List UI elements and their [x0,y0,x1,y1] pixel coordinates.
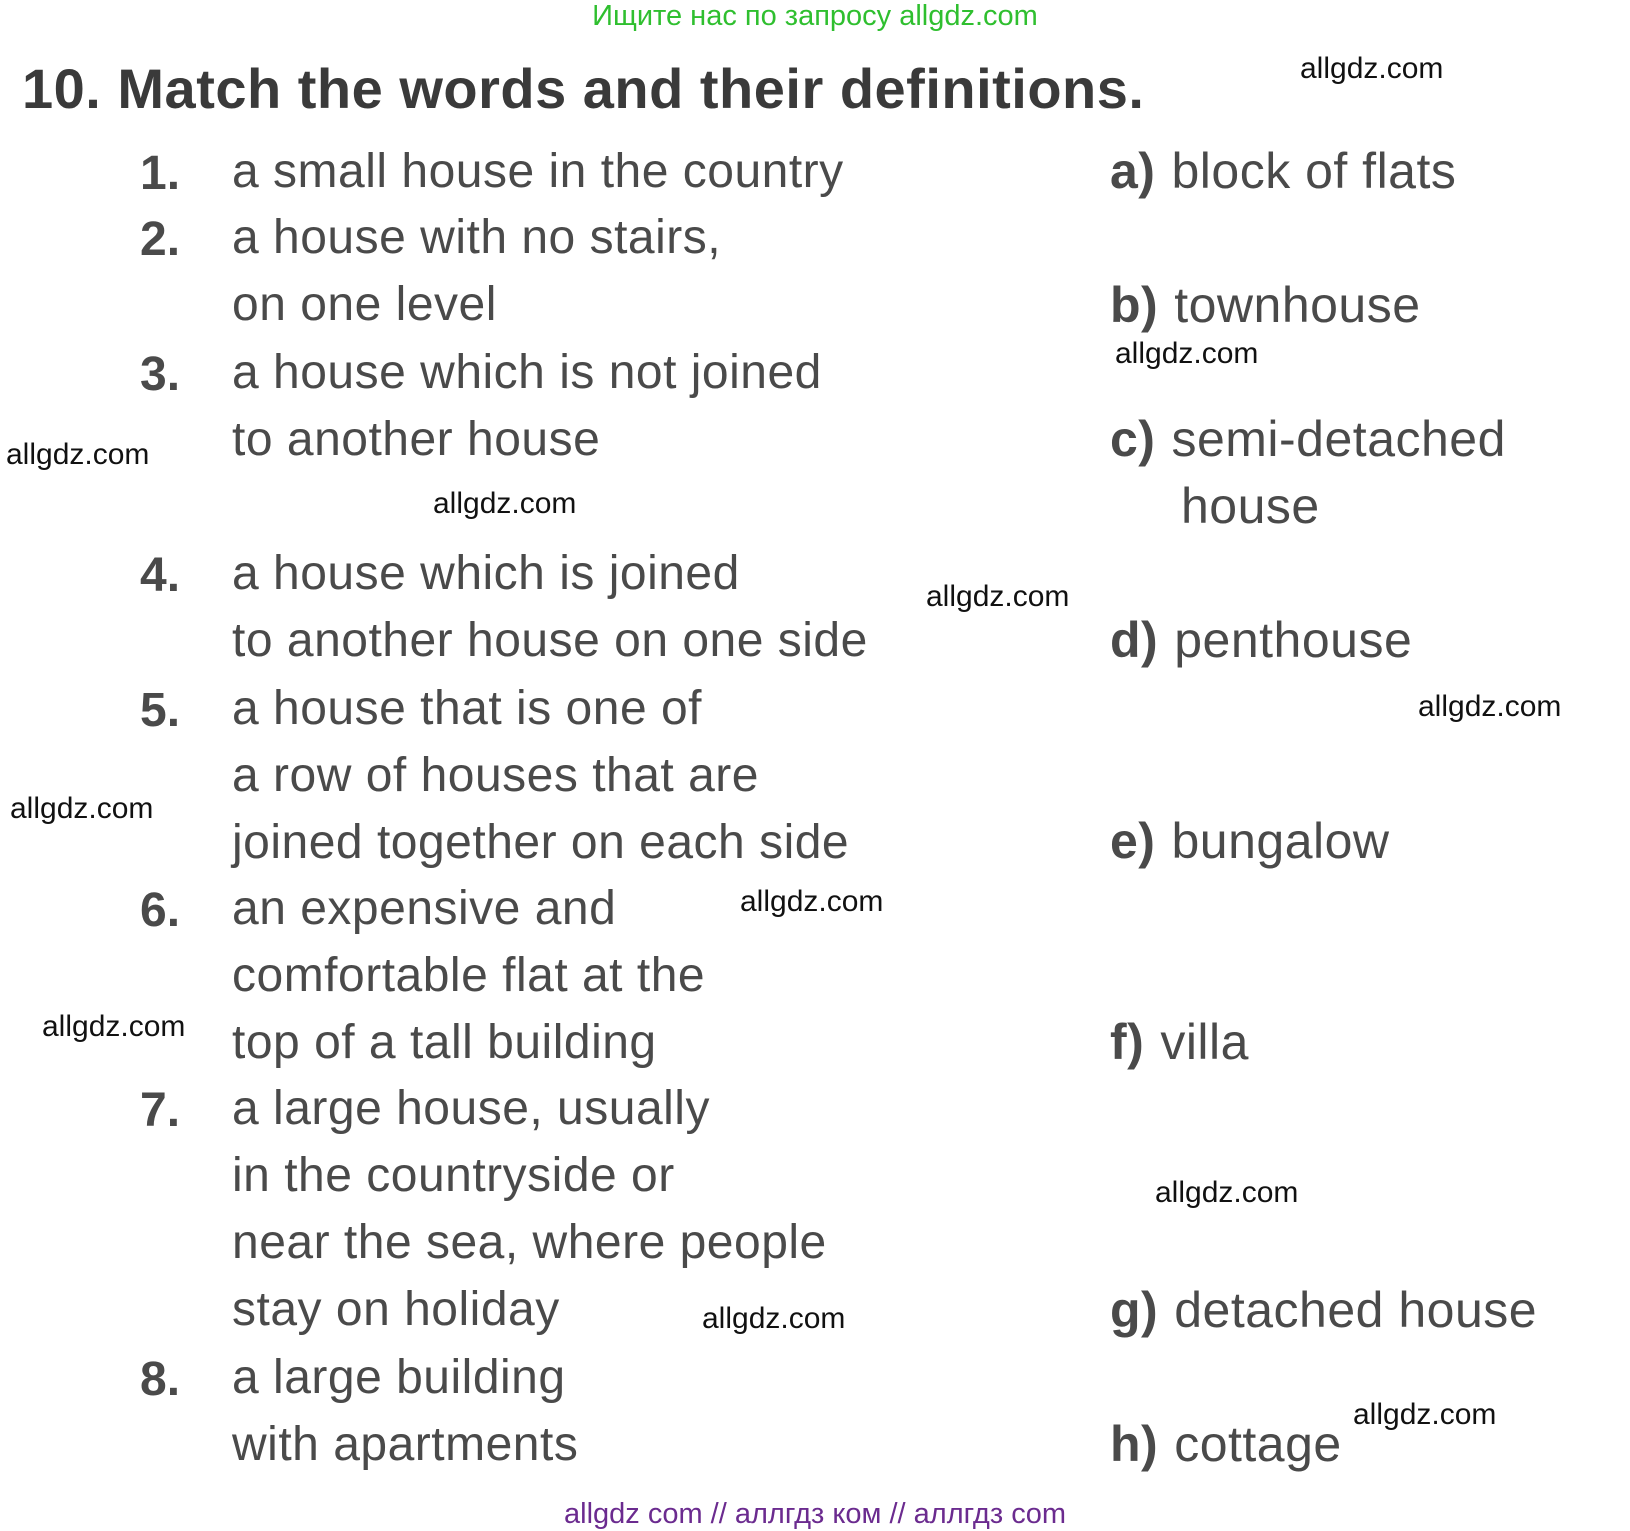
definition-text: with apartments [232,1418,579,1471]
option-f [1110,1013,1249,1071]
definition-text: a large house, usually [232,1082,710,1135]
definition-text: a row of houses that are [232,749,759,802]
watermark: allgdz.com [1300,52,1444,85]
option-g [1110,1281,1537,1339]
exercise-title: 10. Match the words and their definitions. [22,57,1145,120]
definition-text: a house which is joined [232,547,740,600]
definition-text: comfortable flat at the [232,949,706,1002]
definition-text: a house with no stairs, [232,211,722,264]
definition-number: 1. [140,147,181,200]
option-text: townhouse [1174,277,1421,333]
option-letter: h) [1110,1416,1159,1472]
definition-number: 6. [140,884,181,937]
definition-text: to another house [232,413,601,466]
definition-number: 3. [140,348,181,401]
definition-text: top of a tall building [232,1016,657,1069]
option-letter: d) [1110,612,1159,668]
definition-text: on one level [232,278,497,331]
watermark: allgdz.com [433,487,577,520]
option-a [1110,142,1456,200]
watermark: allgdz.com [10,792,154,825]
definition-text: in the countryside or [232,1149,675,1202]
watermark: allgdz.com [1155,1176,1299,1209]
definition-text: to another house on one side [232,614,868,667]
option-letter: b) [1110,277,1159,333]
definition-number: 5. [140,684,181,737]
option-text: penthouse [1174,612,1413,668]
watermark: allgdz.com [42,1010,186,1043]
watermark: allgdz.com [1418,690,1562,723]
definition-text: a house that is one of [232,682,702,735]
footer-watermark: allgdz com // аллгдз ком // аллгдз com [564,1498,1066,1530]
option-letter: g) [1110,1282,1159,1338]
definition-number: 8. [140,1353,181,1406]
definition-number: 7. [140,1084,181,1137]
definition-text: an expensive and [232,882,617,935]
watermark: allgdz.com [1353,1398,1497,1431]
definition-text: near the sea, where people [232,1216,827,1269]
option-text: block of flats [1171,143,1457,199]
option-text: bungalow [1171,813,1390,869]
definition-text: stay on holiday [232,1283,560,1336]
option-letter: c) [1110,411,1156,467]
option-c [1110,410,1506,468]
definition-text: a house which is not joined [232,346,822,399]
watermark: allgdz.com [1115,337,1259,370]
watermark: allgdz.com [6,438,150,471]
option-letter: f) [1110,1014,1145,1070]
option-text: detached house [1174,1282,1538,1338]
option-c-continued: house [1181,478,1320,534]
watermark: allgdz.com [740,885,884,918]
option-d [1110,611,1412,669]
definition-text: a large building [232,1351,566,1404]
definition-number: 4. [140,549,181,602]
option-text: semi-detached [1171,411,1506,467]
definition-text: joined together on each side [232,816,850,869]
top-banner: Ищите нас по запросу allgdz.com [592,0,1038,32]
option-text: villa [1160,1014,1249,1070]
option-letter: e) [1110,813,1156,869]
option-b [1110,276,1421,334]
option-h [1110,1415,1342,1473]
option-letter: a) [1110,143,1156,199]
option-e [1110,812,1390,870]
watermark: allgdz.com [926,580,1070,613]
option-text: cottage [1174,1416,1342,1472]
definition-text: a small house in the country [232,145,844,198]
watermark: allgdz.com [702,1302,846,1335]
definition-number: 2. [140,213,181,266]
